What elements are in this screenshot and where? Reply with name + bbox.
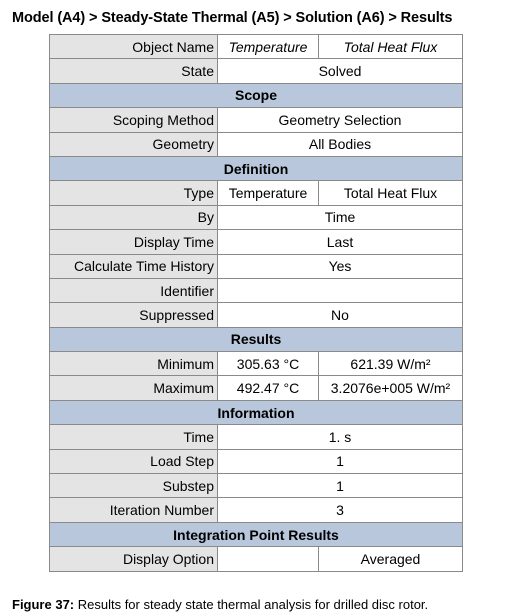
section-integration bbox=[50, 522, 463, 546]
calc-time-history-value[interactable]: Yes bbox=[218, 254, 463, 278]
row-scoping-method bbox=[50, 108, 463, 132]
breadcrumb: Model (A4) > Steady-State Thermal (A5) > Solution (A6) > Results bbox=[12, 10, 453, 26]
display-time-value[interactable]: Last bbox=[218, 230, 463, 254]
information-title[interactable]: Information bbox=[50, 400, 463, 424]
row-object-name bbox=[50, 35, 463, 59]
scope-title[interactable]: Scope bbox=[50, 83, 463, 107]
identifier-value[interactable] bbox=[218, 278, 463, 302]
suppressed-value[interactable]: No bbox=[218, 303, 463, 327]
row-substep bbox=[50, 474, 463, 498]
figure-caption-label: Figure 37: bbox=[12, 597, 75, 612]
maximum-heat-flux: 3.2076e+005 W/m² bbox=[319, 376, 463, 400]
by-value[interactable]: Time bbox=[218, 205, 463, 229]
identifier-label: Identifier bbox=[50, 278, 218, 302]
iteration-number-value: 3 bbox=[218, 498, 463, 522]
geometry-value[interactable]: All Bodies bbox=[218, 132, 463, 156]
load-step-label: Load Step bbox=[50, 449, 218, 473]
suppressed-label: Suppressed bbox=[50, 303, 218, 327]
row-by bbox=[50, 205, 463, 229]
object-name-heat-flux[interactable]: Total Heat Flux bbox=[319, 35, 463, 59]
section-results bbox=[50, 327, 463, 351]
section-information bbox=[50, 400, 463, 424]
type-heat-flux[interactable]: Total Heat Flux bbox=[319, 181, 463, 205]
row-maximum bbox=[50, 376, 463, 400]
row-iteration-number bbox=[50, 498, 463, 522]
state-label: State bbox=[50, 59, 218, 83]
substep-value: 1 bbox=[218, 474, 463, 498]
row-geometry bbox=[50, 132, 463, 156]
display-time-label: Display Time bbox=[50, 230, 218, 254]
maximum-temperature: 492.47 °C bbox=[218, 376, 319, 400]
section-definition bbox=[50, 156, 463, 180]
by-label: By bbox=[50, 205, 218, 229]
scoping-method-value[interactable]: Geometry Selection bbox=[218, 108, 463, 132]
load-step-value: 1 bbox=[218, 449, 463, 473]
minimum-heat-flux: 621.39 W/m² bbox=[319, 352, 463, 376]
minimum-label: Minimum bbox=[50, 352, 218, 376]
row-identifier bbox=[50, 278, 463, 302]
time-value: 1. s bbox=[218, 425, 463, 449]
results-title[interactable]: Results bbox=[50, 327, 463, 351]
row-type bbox=[50, 181, 463, 205]
row-calc-time-history bbox=[50, 254, 463, 278]
row-time bbox=[50, 425, 463, 449]
details-table bbox=[49, 34, 463, 572]
type-label: Type bbox=[50, 181, 218, 205]
section-scope bbox=[50, 83, 463, 107]
display-option-heat-flux[interactable]: Averaged bbox=[319, 547, 463, 571]
integration-title[interactable]: Integration Point Results bbox=[50, 522, 463, 546]
type-temperature[interactable]: Temperature bbox=[218, 181, 319, 205]
calc-time-history-label: Calculate Time History bbox=[50, 254, 218, 278]
row-minimum bbox=[50, 352, 463, 376]
maximum-label: Maximum bbox=[50, 376, 218, 400]
figure-caption-text: Results for steady state thermal analysis for drilled disc rotor. bbox=[74, 597, 429, 612]
geometry-label: Geometry bbox=[50, 132, 218, 156]
row-state bbox=[50, 59, 463, 83]
minimum-temperature: 305.63 °C bbox=[218, 352, 319, 376]
display-option-label: Display Option bbox=[50, 547, 218, 571]
object-name-temperature[interactable]: Temperature bbox=[218, 35, 319, 59]
row-display-option bbox=[50, 547, 463, 571]
iteration-number-label: Iteration Number bbox=[50, 498, 218, 522]
scoping-method-label: Scoping Method bbox=[50, 108, 218, 132]
object-name-label: Object Name bbox=[50, 35, 218, 59]
time-label: Time bbox=[50, 425, 218, 449]
state-value: Solved bbox=[218, 59, 463, 83]
row-display-time bbox=[50, 230, 463, 254]
row-load-step bbox=[50, 449, 463, 473]
figure-caption bbox=[12, 597, 428, 612]
definition-title[interactable]: Definition bbox=[50, 156, 463, 180]
display-option-temperature[interactable] bbox=[218, 547, 319, 571]
substep-label: Substep bbox=[50, 474, 218, 498]
row-suppressed bbox=[50, 303, 463, 327]
